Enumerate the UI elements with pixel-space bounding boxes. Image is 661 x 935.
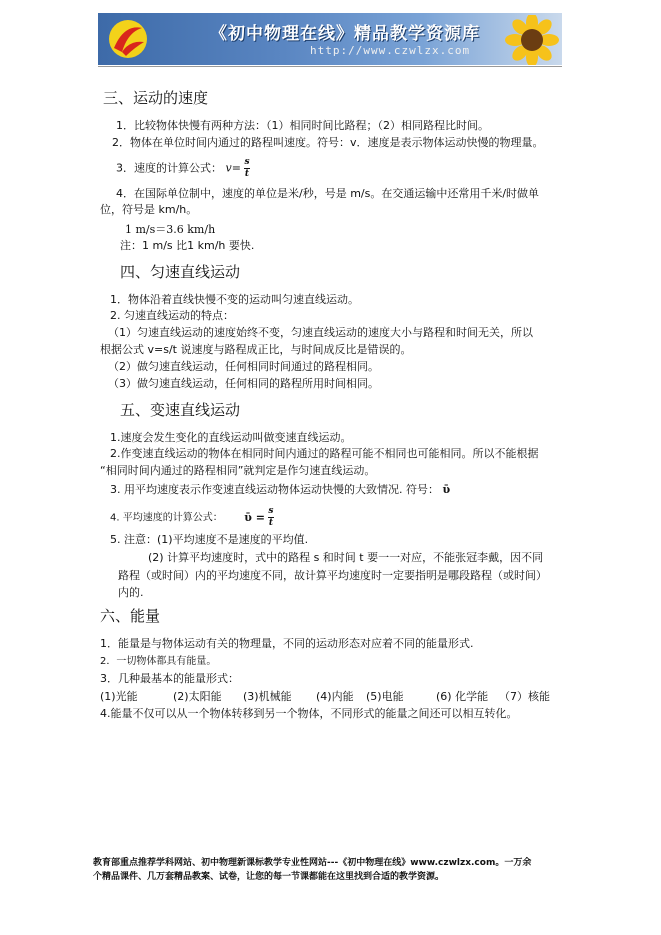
speed-point-2: 2．物体在单位时间内通过的路程叫速度。符号：v．速度是表示物体运动快慢的物理量。 — [112, 136, 544, 149]
header-divider — [98, 66, 562, 67]
uniform-point-5: （3）做匀速直线运动，任何相同的路程所用时间相同。 — [108, 377, 379, 390]
speed-formula-label: 3．速度的计算公式： — [116, 161, 222, 175]
footer-line-1: 教育部重点推荐学科网站、初中物理新课标教学专业性网站---《初中物理在线》www.czwlzx.com。一万余 — [93, 858, 532, 868]
section-heading-speed: 三、运动的速度 — [103, 89, 209, 107]
fraction-denominator: t — [268, 518, 274, 528]
variable-point-1: 1.速度会发生变化的直线运动叫做变速直线运动。 — [110, 431, 352, 444]
variable-note-2-line1: (2) 计算平均速度时，式中的路程 s 和时间 t 要一一对应，不能张冠李戴，因不同 — [148, 551, 544, 564]
energy-form-5: (5)电能 — [366, 690, 404, 703]
energy-form-7: （7）核能 — [499, 690, 550, 703]
energy-point-3: 3．几种最基本的能量形式： — [100, 672, 239, 685]
variable-note-2-line3: 内的. — [118, 586, 144, 599]
energy-form-2: (2)太阳能 — [173, 690, 222, 703]
speed-point-3 — [116, 158, 250, 179]
speed-formula-v: v= — [225, 161, 241, 175]
average-formula-label: 4. 平均速度的计算公式： — [110, 512, 223, 524]
page-footer — [93, 856, 573, 884]
uniform-point-3-line2: 根据公式 v=s/t 说速度与路程成正比，与时间成反比是错误的。 — [100, 343, 412, 356]
speed-point-4-line2: 位，符号是 km/h。 — [100, 203, 198, 216]
unit-conversion: 1 m/s＝3.6 km/h — [125, 223, 216, 236]
banner-title: 《初中物理在线》精品教学资源库 — [210, 24, 480, 44]
section-heading-energy: 六、能量 — [100, 607, 161, 625]
fraction-numerator: s — [268, 506, 274, 516]
average-formula-fraction — [268, 507, 273, 528]
energy-form-4: (4)内能 — [316, 690, 354, 703]
section-heading-variable-motion: 五、变速直线运动 — [120, 401, 241, 419]
speed-point-1: 1．比较物体快慢有两种方法：（1）相同时间比路程；（2）相同路程比时间。 — [116, 119, 489, 132]
footer-line-2: 个精品课件、几万套精品教案、试卷，让您的每一节课都能在这里找到合适的教学资源。 — [93, 872, 445, 882]
variable-point-2-line2: “相同时间内通过的路程相同”就判定是作匀速直线运动。 — [100, 464, 376, 477]
fraction-denominator: t — [244, 169, 250, 179]
variable-point-2-line1: 2.作变速直线运动的物体在相同时间内通过的路程可能不相同也可能相同。所以不能根据 — [110, 447, 539, 460]
section-heading-uniform-motion: 四、匀速直线运动 — [120, 263, 241, 281]
speed-point-4-line1: 4．在国际单位制中，速度的单位是米/秒，号是 m/s。在交通运输中还常用千米/时做单 — [116, 187, 540, 200]
average-speed-text: 3. 用平均速度表示作变速直线运动物体运动快慢的大致情况. 符号： — [110, 483, 439, 496]
variable-note-2-line2: 路程（或时间）内的平均速度不同，故计算平均速度时一定要指明是哪段路程（或时间） — [118, 569, 547, 582]
banner-url[interactable]: http://www.czwlzx.com — [310, 44, 471, 57]
energy-form-3: (3)机械能 — [243, 690, 292, 703]
variable-point-3 — [110, 482, 450, 498]
average-formula-v: ῡ = — [244, 510, 265, 524]
sunflower-icon — [500, 15, 560, 65]
variable-point-4 — [110, 507, 274, 528]
speed-formula-fraction — [244, 158, 249, 179]
speed-note: 注：1 m/s 比1 km/h 要快. — [120, 239, 255, 252]
uniform-point-3-line1: （1）匀速直线运动的速度始终不变，匀速直线运动的速度大小与路程和时间无关，所以 — [108, 326, 533, 339]
average-speed-symbol: ῡ — [442, 483, 451, 496]
uniform-point-1: 1．物体沿着直线快慢不变的运动叫匀速直线运动。 — [110, 293, 359, 306]
header-banner — [98, 13, 562, 65]
energy-point-4: 4.能量不仅可以从一个物体转移到另一个物体，不同形式的能量之间还可以相互转化。 — [100, 707, 518, 720]
variable-note-1: 5. 注意：(1)平均速度不是速度的平均值. — [110, 533, 309, 546]
energy-point-2: 2．一切物体都具有能量。 — [100, 656, 217, 667]
energy-point-1: 1．能量是与物体运动有关的物理量，不同的运动形态对应着不同的能量形式. — [100, 637, 474, 650]
fraction-numerator: s — [244, 157, 250, 167]
energy-form-6: (6) 化学能 — [436, 690, 489, 703]
site-logo-icon — [104, 18, 152, 60]
energy-form-1: (1)光能 — [100, 690, 138, 703]
uniform-point-2: 2. 匀速直线运动的特点： — [110, 309, 234, 322]
uniform-point-4: （2）做匀速直线运动，任何相同时间通过的路程相同。 — [108, 360, 379, 373]
